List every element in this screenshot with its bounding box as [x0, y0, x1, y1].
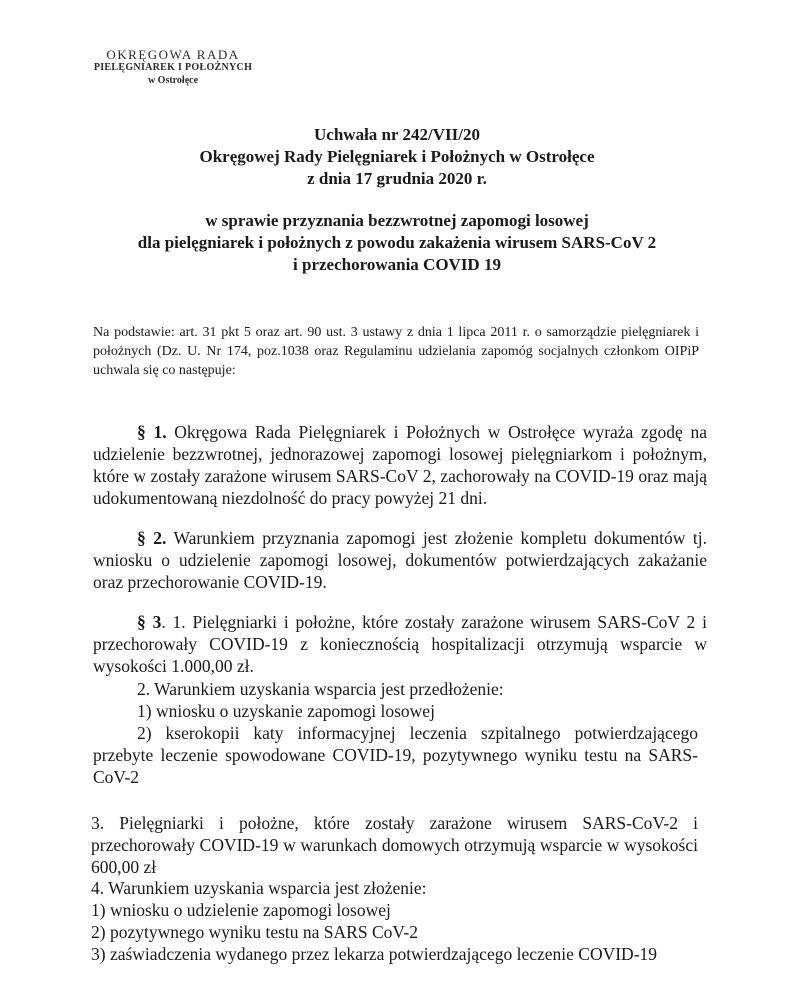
section-1-text: Okręgowa Rada Pielęgniarek i Położnych w Ostrołęce wyraża zgodę na udzielenie bezzwrotnej, jednorazowej zapomogi losowej pielęgniarkom i położnym, które w zostały zarażone wirusem SARS-CoV 2, zachorowały na COVID-19 oraz mają udokumentowaną niezdolność do pracy powyżej 21 dni. [93, 422, 707, 508]
section-3-point-4-item-3: 3) zaświadczenia wydanego przez lekarza potwierdzającego leczenie COVID-19 [91, 944, 658, 964]
section-3-point-2-item-1: 1) wniosku o uzyskanie zapomogi losowej [137, 701, 435, 721]
stamp-line-3: w Ostrołęce [147, 75, 199, 86]
organization-stamp [78, 48, 268, 87]
section-1 [93, 421, 707, 509]
section-3-point-3: 3. Pielęgniarki i położne, które zostały zarażone wirusem SARS-CoV-2 i przechorowały COVID-19 w warunkach domowych otrzymują wsparcie w wysokości 600,00 zł [91, 813, 698, 877]
section-3-text: . 1. Pielęgniarki i położne, które zostały zarażone wirusem SARS-CoV 2 i przechorowały COVID-19 z koniecznością hospitalizacji otrzymują wsparcie w wysokości 1.000,00 zł. [93, 612, 707, 676]
section-3-point-2: 2. Warunkiem uzyskania wsparcia jest przedłożenie: [137, 679, 504, 699]
section-1-label: § 1. [137, 422, 167, 442]
legal-basis: Na podstawie: art. 31 pkt 5 oraz art. 90 ust. 3 ustawy z dnia 1 lipca 2011 r. o samorządzie pielęgniarek i położnych (Dz. U. Nr 174, poz.1038 oraz Regulaminu udzielania zapomóg socjalnych członkom OIPiP uchwala się co następuje: [93, 325, 699, 378]
subject-line-1: w sprawie przyznania bezzwrotnej zapomogi losowej [205, 211, 589, 230]
resolution-subject [100, 210, 694, 276]
section-2-text: Warunkiem przyznania zapomogi jest złożenie kompletu dokumentów tj. wniosku o udzielenie zapomogi losowej, dokumentów potwierdzających zakażanie oraz przechorowanie COVID-19. [93, 528, 707, 592]
section-3 [93, 611, 707, 677]
stamp-line-2: PIELĘGNIAREK I POŁOŻNYCH [93, 62, 253, 73]
subject-line-3: i przechorowania COVID 19 [293, 255, 501, 274]
section-3-point-4-item-1: 1) wniosku o udzielenie zapomogi losowej [91, 900, 391, 920]
section-2 [93, 527, 707, 593]
stamp-line-1: OKRĘGOWA RADA [106, 47, 240, 62]
title-council: Okręgowej Rady Pielęgniarek i Położnych w Ostrołęce [199, 147, 595, 166]
title-date: z dnia 17 grudnia 2020 r. [307, 169, 487, 188]
resolution-title [100, 124, 694, 190]
section-3-label: § 3 [137, 612, 162, 632]
section-3-point-4: 4. Warunkiem uzyskania wsparcia jest złożenie: [91, 878, 427, 898]
title-number: Uchwała nr 242/VII/20 [314, 125, 480, 144]
section-2-label: § 2. [137, 528, 167, 548]
subject-line-2: dla pielęgniarek i położnych z powodu zakażenia wirusem SARS-CoV 2 [137, 233, 657, 252]
section-3-point-4-item-2: 2) pozytywnego wyniku testu na SARS CoV-2 [91, 922, 418, 942]
section-3-point-2-item-2: 2) kserokopii katy informacyjnej leczenia szpitalnego potwierdzającego przebyte leczenie spowodowane COVID-19, pozytywnego wyniku testu na SARS-CoV-2 [93, 723, 698, 787]
